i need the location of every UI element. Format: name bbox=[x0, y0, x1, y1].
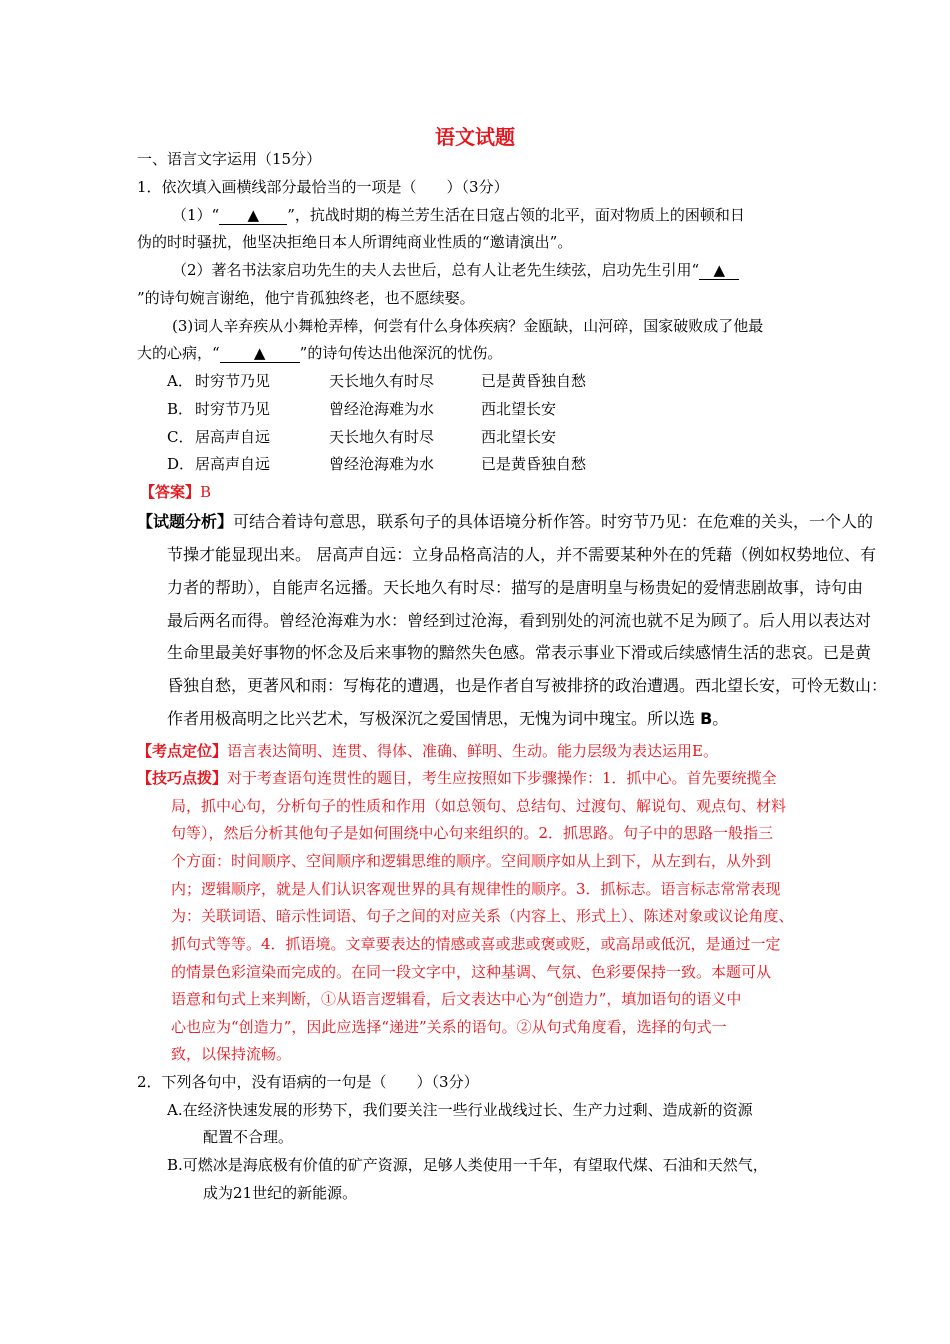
option-letter: B． bbox=[167, 400, 194, 418]
option-choice-2: 曾经沧海难为水 bbox=[329, 455, 435, 473]
option-choice-3: 西北望长安 bbox=[481, 428, 557, 446]
q1-s1-pre: （1）“ bbox=[172, 206, 220, 224]
jiqiao-line-3: 句等），然后分析其他句子是如何围绕中心句来组织的。2．抓思路。句子中的思路一般指三 bbox=[171, 824, 774, 842]
question-2-stem: 2．下列各句中，没有语病的一句是（ ）（3分） bbox=[137, 1073, 479, 1091]
fill-blank-1: ▲ bbox=[219, 207, 287, 225]
q1-sentence-3-line-1: (3)词人辛弃疾从小舞枪弄棒，何尝有什么身体疾病？金瓯缺，山河碎，国家破败成了他最 bbox=[172, 317, 764, 335]
analysis-line-1 bbox=[137, 511, 873, 533]
analysis-text: 作者用极高明之比兴艺术，写极深沉之爱国情思，无愧为词中瑰宝。所以选 bbox=[167, 709, 701, 728]
q1-option-d bbox=[167, 454, 586, 474]
option-choice-2: 曾经沧海难为水 bbox=[329, 400, 435, 418]
option-choice-3: 西北望长安 bbox=[481, 400, 557, 418]
jiqiao-line-7: 抓句式等等。4．抓语境。文章要表达的情感或喜或悲或褒或贬，或高昂或低沉，是通过一定 bbox=[171, 935, 781, 953]
jiqiao-line-2: 局，抓中心句，分析句子的性质和作用（如总领句、总结句、过渡句、解说句、观点句、材料 bbox=[171, 797, 787, 815]
kaodian-line bbox=[137, 741, 718, 761]
jiqiao-line-8: 的情景色彩渲染而完成的。在同一段文字中，这种基调、气氛、色彩要保持一致。本题可从 bbox=[171, 963, 772, 981]
jiqiao-line-11: 致，以保持流畅。 bbox=[171, 1045, 292, 1063]
jiqiao-line-10: 心也应为“创造力”，因此应选择“递进”关系的语句。②从句式角度看，选择的句式一 bbox=[171, 1018, 727, 1036]
answer-label: 【答案】 bbox=[140, 483, 201, 501]
q2-option-b-line-2: 成为21世纪的新能源。 bbox=[203, 1184, 358, 1202]
q1-sentence-1-line-2: 伪的时时骚扰，他坚决拒绝日本人所谓纯商业性质的“邀请演出”。 bbox=[137, 233, 573, 251]
kaodian-label: 【考点定位】 bbox=[137, 742, 228, 760]
analysis-line-6: 昏独自愁，更著风和雨：写梅花的遭遇，也是作者自写被排挤的政治遭遇。西北望长安，可怜无数山： bbox=[167, 676, 888, 695]
option-letter: D． bbox=[167, 455, 195, 473]
q2-option-a-line-1: A.在经济快速发展的形势下，我们要关注一些行业战线过长、生产力过剩、造成新的资源 bbox=[167, 1101, 753, 1119]
q1-option-b bbox=[167, 399, 556, 419]
analysis-line-3: 力者的帮助），自能声名远播。天长地久有时尽：描写的是唐明皇与杨贵妃的爱情悲剧故事，诗句由 bbox=[167, 578, 864, 597]
q1-s2-text: （2）著名书法家启功先生的夫人去世后，总有人让老先生续弦，启功先生引用“ bbox=[172, 261, 700, 279]
option-choice-3: 已是黄昏独自愁 bbox=[481, 372, 587, 390]
analysis-line-5: 生命里最美好事物的怀念及后来事物的黯然失色感。常表示事业下滑或后续感情生活的悲哀。已是黄 bbox=[167, 643, 872, 662]
option-choice-2: 天长地久有时尽 bbox=[329, 428, 435, 446]
q1-option-c bbox=[167, 427, 556, 447]
analysis-line-7 bbox=[167, 708, 728, 730]
q1-option-a bbox=[167, 371, 586, 391]
option-choice-2: 天长地久有时尽 bbox=[329, 372, 435, 390]
analysis-text: 可结合着诗句意思，联系句子的具体语境分析作答。时穷节乃见：在危难的关头，一个人的 bbox=[233, 512, 874, 531]
q1-sentence-1-line-1 bbox=[172, 205, 745, 225]
question-1-stem: 1．依次填入画横线部分最恰当的一项是（ ）（3分） bbox=[137, 178, 509, 196]
jiqiao-line-5: 内；逻辑顺序，就是人们认识客观世界的具有规律性的顺序。3．抓标志。语言标志常常表现 bbox=[171, 880, 781, 898]
option-choice-1: 居高声自远 bbox=[195, 428, 271, 446]
option-choice-1: 时穷节乃见 bbox=[195, 400, 271, 418]
option-choice-1: 时穷节乃见 bbox=[195, 372, 271, 390]
jiqiao-line-1 bbox=[137, 768, 777, 788]
q1-sentence-2-line-2: ”的诗句婉言谢绝，他宁肯孤独终老，也不愿续娶。 bbox=[137, 289, 475, 307]
q1-sentence-3-line-2 bbox=[137, 343, 502, 363]
analysis-line-2: 节操才能显现出来。 居高声自远：立身品格高洁的人，并不需要某种外在的凭藉（例如权势地位、有 bbox=[167, 545, 877, 564]
option-choice-3: 已是黄昏独自愁 bbox=[481, 455, 587, 473]
analysis-end: 。 bbox=[712, 709, 729, 728]
option-choice-1: 居高声自远 bbox=[195, 455, 271, 473]
section-heading: 一、语言文字运用（15分） bbox=[137, 150, 322, 168]
fill-blank-2: ▲ bbox=[699, 262, 739, 280]
q1-s3-post: ”的诗句传达出他深沉的忧伤。 bbox=[299, 344, 503, 362]
answer-line bbox=[140, 482, 211, 502]
jiqiao-line-9: 语意和句式上来判断，①从语言逻辑看，后文表达中心为“创造力”，填加语句的语义中 bbox=[171, 990, 742, 1008]
q1-s1-post: ”，抗战时期的梅兰芳生活在日寇占领的北平，面对物质上的困顿和日 bbox=[287, 206, 745, 224]
option-letter: A． bbox=[167, 372, 193, 390]
page-title: 语文试题 bbox=[435, 125, 515, 149]
analysis-label: 【试题分析】 bbox=[137, 512, 234, 531]
jiqiao-line-6: 为：关联词语、暗示性词语、句子之间的对应关系（内容上、形式上）、陈述对象或议论角度、 bbox=[171, 907, 794, 925]
jiqiao-line-4: 个方面：时间顺序、空间顺序和逻辑思维的顺序。空间顺序如从上到下，从左到右，从外到 bbox=[171, 852, 772, 870]
q1-sentence-2-line-1 bbox=[172, 260, 739, 280]
q2-option-b-line-1: B.可燃冰是海底极有价值的矿产资源，足够人类使用一千年，有望取代煤、石油和天然气， bbox=[167, 1156, 768, 1174]
q2-option-a-line-2: 配置不合理。 bbox=[203, 1128, 294, 1146]
jiqiao-label: 【技巧点拨】 bbox=[137, 769, 228, 787]
jiqiao-text: 对于考查语句连贯性的题目，考生应按照如下步骤操作：1．抓中心。首先要统揽全 bbox=[227, 769, 777, 787]
kaodian-text: 语言表达简明、连贯、得体、准确、鲜明、生动。能力层级为表达运用E。 bbox=[227, 742, 718, 760]
analysis-answer: B bbox=[700, 709, 713, 728]
option-letter: C． bbox=[167, 428, 194, 446]
answer-value: B bbox=[200, 483, 212, 501]
fill-blank-3: ▲ bbox=[220, 345, 300, 363]
analysis-line-4: 最后两名而得。曾经沧海难为水：曾经到过沧海，看到别处的河流也就不足为顾了。后人用以表达对 bbox=[167, 611, 872, 630]
q1-s3-pre: 大的心病，“ bbox=[137, 344, 220, 362]
